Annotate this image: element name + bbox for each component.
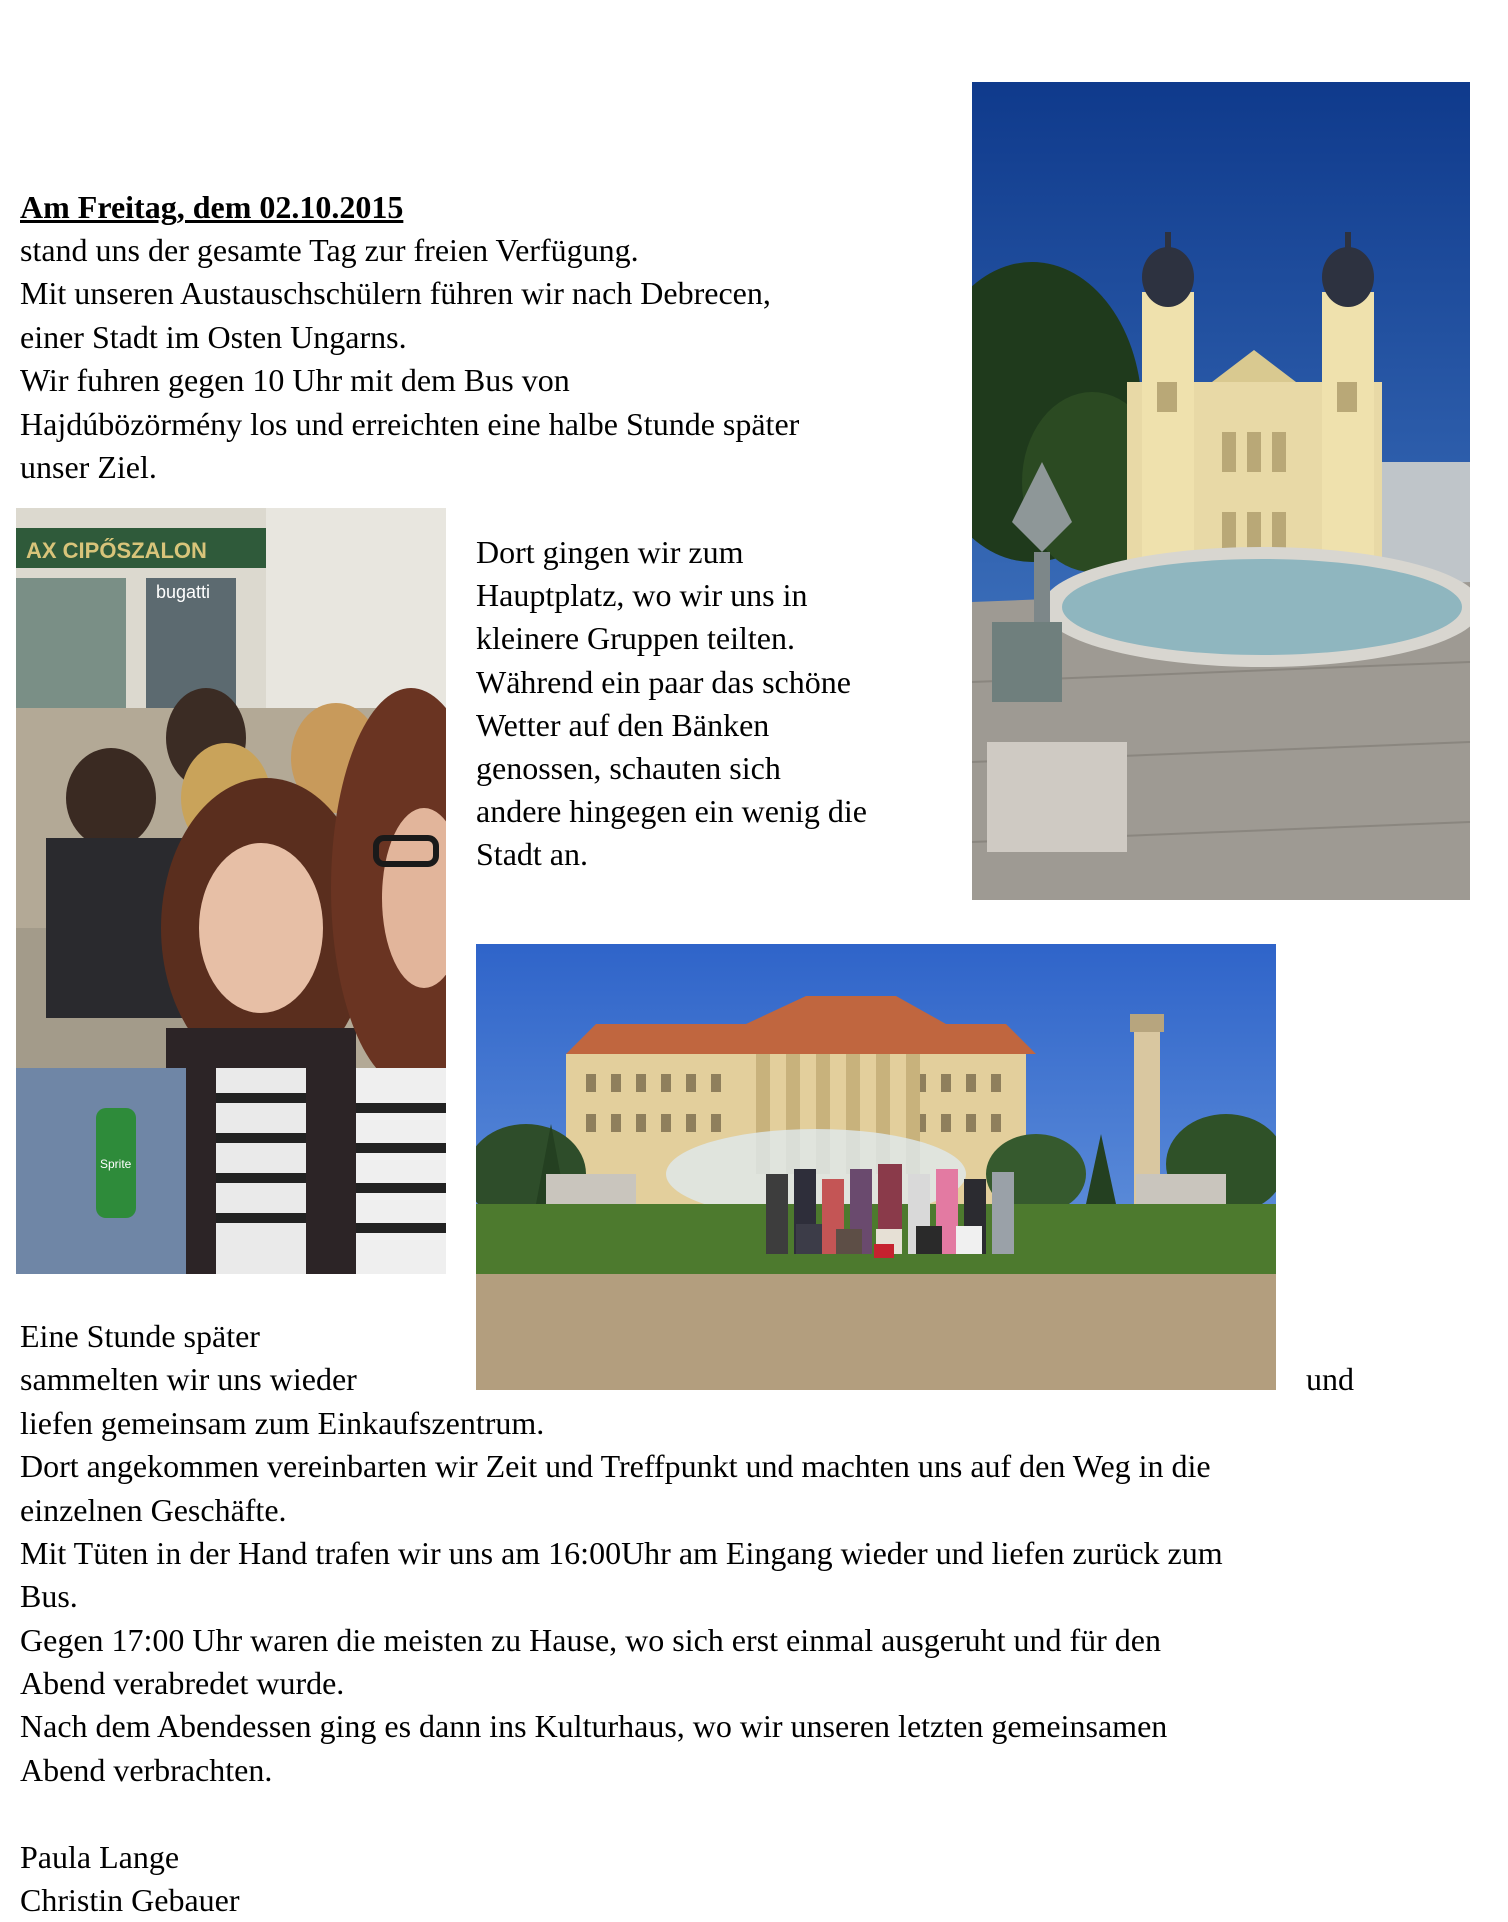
body-line: einzelnen Geschäfte.	[20, 1492, 287, 1528]
body-line: liefen gemeinsam zum Einkaufszentrum.	[20, 1405, 545, 1441]
intro-line: Mit unseren Austauschschülern führen wir nach Debrecen,	[20, 275, 771, 311]
text-line-end: und	[1306, 1361, 1354, 1397]
selfie-photo	[16, 508, 446, 1274]
intro-line: unser Ziel.	[20, 449, 157, 485]
shop-brand: bugatti	[156, 582, 211, 602]
body-line: Bus.	[20, 1578, 78, 1614]
university-group-photo	[476, 944, 1276, 1390]
intro-line: einer Stadt im Osten Ungarns.	[20, 319, 407, 355]
church-photo	[972, 82, 1470, 900]
middle-line: Während ein paar das schöne	[476, 664, 851, 700]
body-line: Nach dem Abendessen ging es dann ins Kulturhaus, wo wir unseren letzten gemeinsamen	[20, 1708, 1168, 1744]
intro-line: Hajdúbözörmény los und erreichten eine halbe Stunde später	[20, 406, 800, 442]
text-line: Eine Stunde später	[20, 1318, 260, 1354]
body-line: Abend verbrachten.	[20, 1752, 273, 1788]
middle-line: Wetter auf den Bänken	[476, 707, 770, 743]
middle-line: andere hingegen ein wenig die	[476, 793, 867, 829]
author-name: Paula Lange	[20, 1839, 180, 1875]
middle-line: genossen, schauten sich	[476, 750, 781, 786]
middle-line: Hauptplatz, wo wir uns in	[476, 577, 808, 613]
middle-line: Stadt an.	[476, 836, 588, 872]
bottle-label: Sprite	[100, 1157, 132, 1171]
body-line: Mit Tüten in der Hand trafen wir uns am 16:00Uhr am Eingang wieder und liefen zurück zum	[20, 1535, 1223, 1571]
intro-line: Wir fuhren gegen 10 Uhr mit dem Bus von	[20, 362, 570, 398]
text-line: sammelten wir uns wieder	[20, 1361, 357, 1397]
intro-line: stand uns der gesamte Tag zur freien Verfügung.	[20, 232, 639, 268]
middle-line: kleinere Gruppen teilten.	[476, 620, 795, 656]
body-line: Dort angekommen vereinbarten wir Zeit und Treffpunkt und machten uns auf den Weg in die	[20, 1448, 1211, 1484]
author-name: Christin Gebauer	[20, 1882, 240, 1918]
middle-line: Dort gingen wir zum	[476, 534, 744, 570]
body-line: Gegen 17:00 Uhr waren die meisten zu Hause, wo sich erst einmal ausgeruht und für den	[20, 1622, 1161, 1658]
shop-sign: AX CIPŐSZALON	[26, 538, 207, 563]
page-heading: Am Freitag, dem 02.10.2015	[20, 189, 404, 225]
body-line: Abend verabredet wurde.	[20, 1665, 345, 1701]
